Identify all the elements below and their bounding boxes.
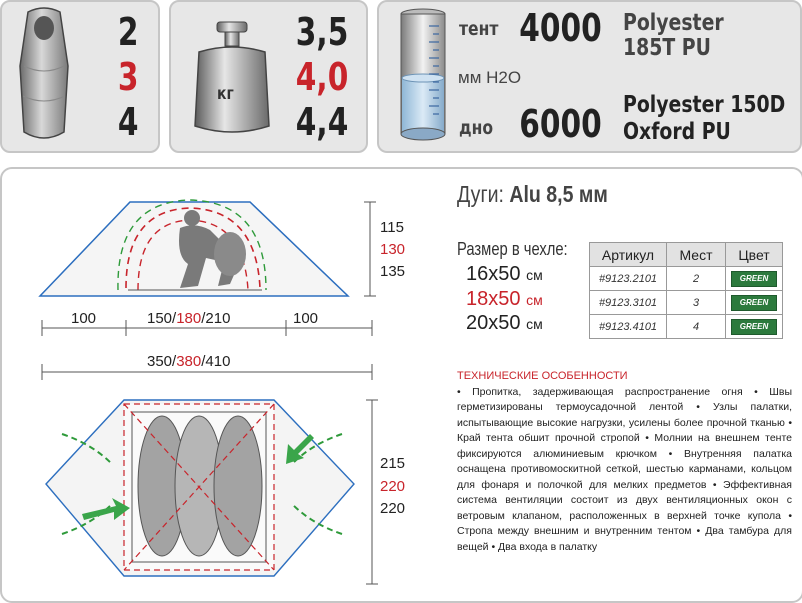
table-row	[590, 267, 783, 291]
pack-size-3	[466, 312, 543, 335]
inner-length	[144, 310, 233, 327]
tent-top-view	[42, 394, 362, 584]
tent-side-view	[30, 192, 390, 312]
table-row	[590, 291, 783, 315]
article-table	[589, 242, 783, 339]
total-length-b: 380	[176, 353, 202, 370]
inner-length-a: 150/	[147, 310, 177, 327]
tent-label: тент	[459, 18, 499, 40]
features-title: ТЕХНИЧЕСКИЕ ОСОБЕННОСТИ	[457, 370, 628, 382]
weight-unit: кг	[217, 84, 234, 104]
floor-label: дно	[459, 117, 494, 139]
side-height-bracket	[360, 200, 380, 300]
capacity-value-3: 4	[117, 100, 138, 144]
vestibule-right-length: 100	[290, 310, 321, 327]
pack-size-2	[466, 288, 543, 311]
color-cell	[726, 291, 783, 315]
width-value-3: 220	[380, 500, 406, 517]
pack-size-2-value: 18x50	[466, 288, 521, 310]
color-cell	[726, 267, 783, 291]
header-article: Артикул	[590, 243, 667, 267]
total-length	[144, 353, 233, 370]
places-cell: 3	[667, 291, 726, 315]
vestibule-left-length: 100	[68, 310, 99, 327]
color-badge: GREEN	[731, 319, 777, 335]
floor-material-line1: Polyester 150D	[623, 92, 786, 118]
water-column-icon	[395, 6, 451, 150]
width-bracket	[362, 398, 382, 588]
width-value-1: 215	[380, 455, 406, 472]
pack-size-3-unit: см	[526, 316, 543, 332]
inner-length-c: /210	[201, 310, 231, 327]
weight-value-2: 4,0	[295, 55, 348, 99]
weight-icon	[187, 16, 277, 146]
pack-size-label: Размер в чехле:	[457, 239, 568, 259]
table-header-row	[590, 243, 783, 267]
capacity-value-2: 3	[117, 55, 138, 99]
water-resistance-panel	[377, 0, 802, 153]
tent-water-value: 4000	[519, 6, 602, 50]
weight-panel	[169, 0, 368, 153]
pack-size-1-unit: см	[526, 267, 543, 283]
sleeping-bag-icon	[14, 6, 74, 146]
water-unit: мм H2O	[458, 68, 522, 87]
arches-value: Alu 8,5 мм	[509, 181, 608, 207]
capacity-panel	[0, 0, 160, 153]
places-cell: 2	[667, 267, 726, 291]
article-cell: #9123.2101	[590, 267, 667, 291]
inner-length-b: 180	[176, 310, 202, 327]
arches-label: Дуги:	[457, 181, 504, 207]
pack-size-1-value: 16x50	[466, 263, 521, 285]
width-value-2: 220	[380, 478, 406, 495]
pack-size-1	[466, 263, 543, 286]
floor-water-value: 6000	[519, 102, 602, 146]
weight-value-1: 3,5	[295, 10, 348, 54]
tent-material-line1: Polyester	[623, 10, 724, 36]
color-badge: GREEN	[731, 295, 777, 311]
header-color: Цвет	[726, 243, 783, 267]
tent-material-line2: 185T PU	[623, 35, 711, 61]
side-height-2: 130	[380, 241, 406, 258]
table-row	[590, 315, 783, 339]
article-cell: #9123.4101	[590, 315, 667, 339]
total-length-c: /410	[201, 353, 231, 370]
color-badge: GREEN	[731, 271, 777, 287]
technical-features	[457, 369, 792, 555]
features-text: • Пропитка, задерживающая распространение огня • Швы герметизированы термоусадочной лентой • Узлы палатки, испытывающие высокие нагрузки, усилены более прочной тканью • Край тента обшит прочной стропой • Молнии на внешнем тенте фиксируются алюминиевым крючком • Внутренняя палатка оснащена противомоскитной сеткой, шестью карманами, кольцом для фонаря и полочкой для мелких предметов • Эффективная система вентиляции состоит из двух вентиляционных окон с ветровым клапаном, расположенных в верхней точке купола • Стропа между внешним и внутренним тентом • Два тамбура для вещей • Два входа в палатку	[457, 385, 792, 553]
floor-material-line2: Oxford PU	[623, 119, 731, 145]
weight-value-3: 4,4	[295, 100, 348, 144]
side-height-1: 115	[380, 219, 404, 236]
article-cell: #9123.3101	[590, 291, 667, 315]
places-cell: 4	[667, 315, 726, 339]
pack-size-2-unit: см	[526, 292, 543, 308]
total-length-a: 350/	[147, 353, 177, 370]
arches-info	[457, 181, 608, 208]
side-height-3: 135	[380, 263, 406, 280]
capacity-value-1: 2	[117, 10, 138, 54]
pack-size-3-value: 20x50	[466, 312, 521, 334]
header-places: Мест	[667, 243, 726, 267]
color-cell	[726, 315, 783, 339]
